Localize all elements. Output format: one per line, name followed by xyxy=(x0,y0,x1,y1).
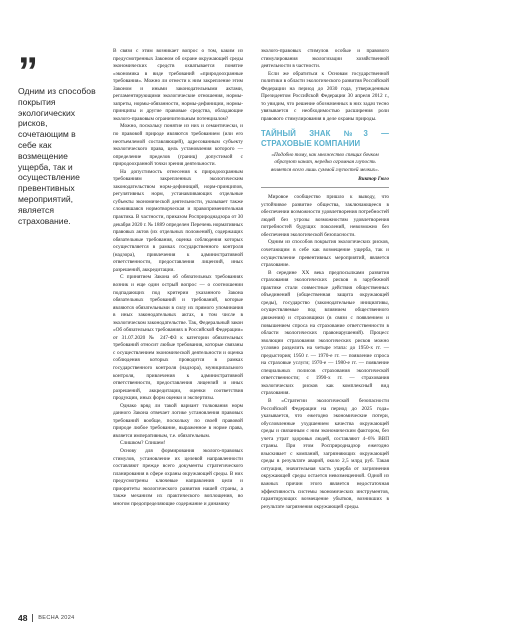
paragraph: В связи с этим возникает вопрос о том, каким из предусмотренных Законом об охране окружающей среды экономических средств охватывается понятие «экономика в виде требований «природоохранные требования». Можно ли отнести к ним закрепление этим Законом и иными законодательными актами, регламентирующими экологические отношения, нормы-запреты, нормы-обязанности, нормы-дефиниции, нормы-принципы и другие правовые средства, обладающие эколого-правовым ограничительным потенциалом? xyxy=(113,48,243,122)
paragraph: Основу для формирования эколого-правовых стимулов, установление их целевой направленности составляют прежде всего документы стратегического планирования в сфере охраны окружающей среды. В них предусмотрены ключевые направления цели и приоритеты экологического развития нашей страны, а также механизм их практического воплощения, во многом предопределяющие содержание и динамику xyxy=(113,447,243,507)
paragraph: Если же обратиться к Основам государственной политики в области экологического развития Российской Федерации на период до 2030 года, утвержденным Президентом Российской Федерации 30 апреля 2012 г., то увидим, что решение обозначенных в них задач тесно увязывается с необходимостью расширения роли правового стимулирования в деле охраны природы. xyxy=(261,70,389,122)
epigraph: «Подобно тому, как множество спящих бочком образуют канат, нередко огромная глупость является всего лишь суммой глупостей мелких». xyxy=(270,151,380,174)
section-title: ТАЙНЫЙ ЗНАК №3 — СТРАХОВЫЕ КОМПАНИИ xyxy=(261,129,389,148)
paragraph: Мировое сообщество пришло к выводу, что устойчивое развитие общества, заключающееся в обеспечении возможности удовлетворения потребностей людей без угрозы возможностям удовлетворения потребностей будущих поколений, невозможно без обеспечения экологической безопасности. xyxy=(261,194,389,238)
paragraph: В «Стратегии экологической безопасности Российской Федерации на период до 2025 года» указывается, что ежегодно экономические потери, обусловленные ухудшением качества окружающей среды и связанным с ним экономическим фактором, без учета утрат здоровья людей, составляют 4–6% ВВП страны. При этом Росприроднадзор ежегодно взыскивает с компаний, загрязняющих окружающей среды в результате аварий, около 2,5 млрд руб. Такая ситуация, значительная часть ущерба от загрязнения окружающей среды остается невозмещенной. Одной из важных причин этого является недостаточная эффективность системы экономических инструментов, гарантирующих возмещение убытков, возникших в результате загрязнения окружающей среды. xyxy=(261,397,389,510)
footer-divider xyxy=(32,614,33,622)
paragraph: Однако вряд ли такой вариант толкования норм данного Закона отвечает логике установления правовых требований вообще, поскольку по своей правовой природе любое требование, выраженное в норме права, является императивным, т.е. обязательным. xyxy=(113,402,243,439)
pull-quote xyxy=(18,50,96,226)
page-footer xyxy=(18,612,75,624)
paragraph: В середине XX века предпосылками развития страхования экологических рисков в зарубежной практике стали совместные действия общественных объединений (общественная защита окружающей среды), государство (законодательные инициативы, осуществляемые под влиянием общественного движения) и страховщики (в связи с появлением и повышением спроса на страхование ответственности в области экологических правонарушений). Процесс эволюции страхования экологических рисков можно условно разделить на четыре этапа: до 1950-х гг. — предыстория; 1950 г. — 1970-е гг. — появление спроса на страховые услуги; 1970-е — 1980-е гг. — появление специальных полисов страхования экологической ответственности; с 1990-х гг. — страхования экологических рисков как комплексный вид страхования. xyxy=(261,269,389,397)
paragraph: С принятием Закона об обязательных требованиях возник и еще один острый вопрос — о соотношении подпадающих под критерии указанного Закона обязательных требований и требований, которые являются обязательными в силу их прямого упоминания в иных законодательных актах, в том числе в экологическом законодательстве. Так, Федеральный закон «Об обязательных требованиях в Российской Федерации» от 31.07.2020 № 247-ФЗ к категории обязательных требований относит любые требования, которые связаны с осуществлением экономической деятельности и оценка соблюдения которых проводится в рамках государственного контроля (надзора), муниципального контроля, привлечения к административной ответственности, предоставления лицензий и иных разрешений, аккредитации, оценки соответствия продукции, иных форм оценки и экспертизы. xyxy=(113,274,243,402)
article-column-2 xyxy=(261,48,389,511)
quote-mark-icon: ” xyxy=(18,50,38,94)
issue-label: ВЕСНА 2024 xyxy=(38,615,75,621)
paragraph: На допустимость отнесения к природоохранным требованиям закрепленных экологическим законодательством норм-дефиниций, норм-принципов, регулятивных норм, устанавливающих отдельные субъекты экономической деятельности, указывает также сложившаяся нормотворческая и правоприменительная практика. В частности, приказом Росприроднадзора от 30 декабря 2020 г. № 1889 определен Перечень нормативных правовых актов (их отдельных положений), содержащих обязательные требования, оценка соблюдения которых осуществляется в рамках государственного контроля (надзора), привлечения к административной ответственности, предоставления лицензий, иных разрешений, аккредитации. xyxy=(113,168,243,273)
paragraph: Слишком? Спишем! xyxy=(120,440,166,447)
divider xyxy=(261,187,389,188)
pull-quote-text: Одним из способов покрытия экологических рисков, сочетающим в себе как возмещение ущерба, так и осуществление превентивных мероприятий, является страхование. xyxy=(18,86,96,226)
article-column-1 xyxy=(113,48,243,508)
paragraph: Можно, поскольку понятие из них и семантически, и по правовой природе являются требованием (или его неотъемлемой составляющей), адресованным субъекту экологического права, цель установления которого — определение пределов (границ) допустимой с природоохранной точки зрения деятельности. xyxy=(113,123,243,168)
epigraph-author: Виктор Гюго xyxy=(358,175,389,182)
page-number: 48 xyxy=(18,613,28,623)
paragraph: эколого-правовых стимулов особые и правового стимулирования экологизации хозяйственной деятельности в частности. xyxy=(261,48,389,70)
paragraph: Одним из способов покрытия экологических рисков, сочетающим в себе как возмещение ущерба, так и осуществление превентивных мероприятий, является страхование. xyxy=(261,239,389,269)
